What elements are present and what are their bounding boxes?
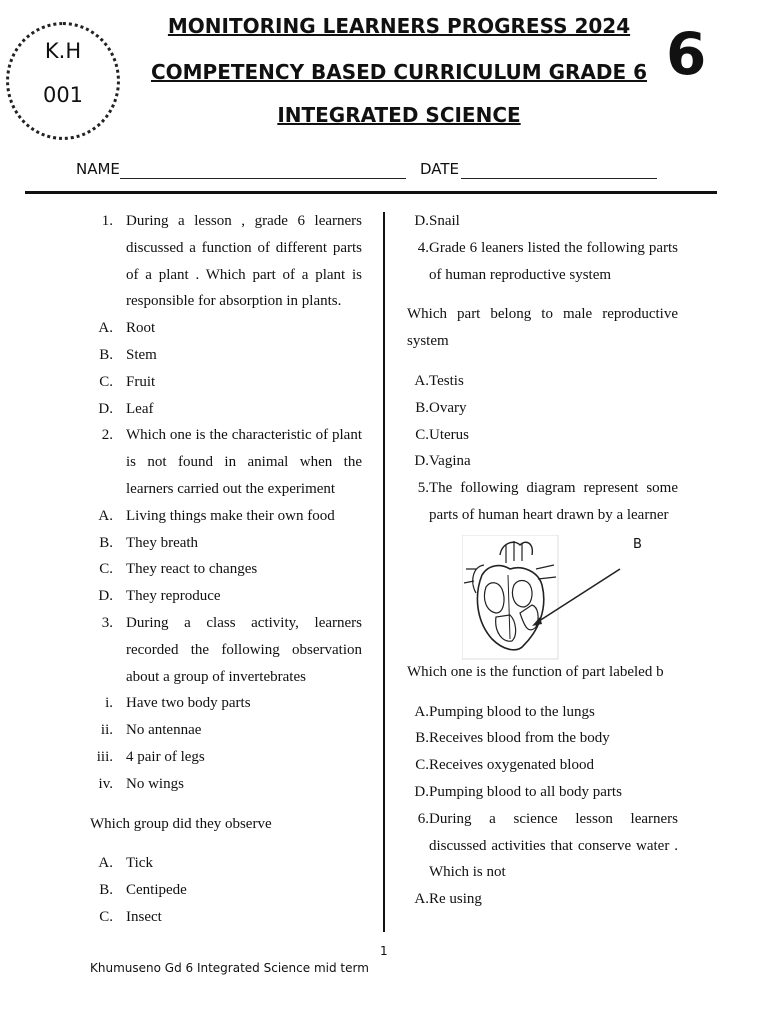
question-text: Grade 6 leaners listed the following parts of human reproductive system: [429, 239, 678, 283]
option: [70, 342, 362, 369]
option: [400, 699, 678, 726]
option: [70, 315, 362, 342]
option: [70, 556, 362, 583]
option-label: B.: [415, 399, 429, 416]
question-prompt: Which part belong to male reproductive system: [407, 306, 678, 350]
page-footer: Khumuseno Gd 6 Integrated Science mid term: [90, 961, 369, 975]
observation-text: No wings: [126, 775, 184, 792]
option-label: B.: [99, 346, 113, 363]
question-number: 3.: [101, 614, 113, 631]
right-column: [400, 208, 678, 913]
option-label: D.: [414, 213, 429, 229]
question-number: 6.: [417, 810, 429, 827]
question-number: 1.: [101, 213, 113, 229]
option: [400, 368, 678, 395]
option-text: Uterus: [429, 426, 469, 443]
column-divider: [383, 212, 385, 932]
option-label: C.: [99, 561, 113, 578]
question-2: [70, 422, 362, 502]
left-column: [70, 208, 362, 931]
observation-label: ii.: [100, 722, 113, 739]
exam-title: MONITORING LEARNERS PROGRESS 2024: [167, 14, 631, 38]
name-blank-line: [120, 178, 406, 179]
observation-label: i.: [105, 695, 113, 712]
question-number: 4.: [417, 239, 429, 256]
option-label: A.: [414, 891, 429, 908]
name-label: NAME: [76, 160, 120, 178]
question-text: The following diagram represent some parts of human heart drawn by a learner: [429, 480, 678, 523]
question-5: [400, 475, 678, 529]
observation-text: Have two body parts: [126, 695, 251, 712]
page-number: 1: [380, 944, 388, 958]
option-text: Receives oxygenated blood: [429, 757, 594, 774]
option-label: A.: [98, 855, 113, 872]
subject-title: INTEGRATED SCIENCE: [277, 103, 521, 127]
observation-item: [70, 690, 362, 717]
curriculum-title: COMPETENCY BASED CURRICULUM GRADE 6: [150, 60, 648, 84]
diagram-label-b: B: [633, 536, 642, 552]
option: [400, 725, 678, 752]
option-label: D.: [414, 453, 429, 470]
observation-item: [70, 717, 362, 744]
observation-item: [70, 744, 362, 771]
option-text: Fruit: [126, 373, 156, 390]
stamp-code-line2: 001: [42, 83, 84, 107]
option-text: Insect: [126, 908, 162, 925]
option-text: Testis: [429, 372, 464, 389]
option-text: Tick: [126, 855, 153, 872]
option: [70, 850, 362, 877]
observation-text: No antennae: [126, 722, 202, 739]
option-text: They reproduce: [126, 588, 221, 605]
option-text: Vagina: [429, 453, 471, 470]
grade-number: 6: [666, 20, 707, 88]
option: [70, 396, 362, 423]
option-label: B.: [99, 534, 113, 551]
option-text: Re using: [429, 891, 482, 908]
option: [400, 886, 678, 913]
option-text: Leaf: [126, 400, 154, 417]
option-text: They breath: [126, 534, 199, 551]
option: [70, 904, 362, 931]
option-label: C.: [99, 908, 113, 925]
question-text: During a science lesson learners discussed activities that conserve water . Which is not: [429, 810, 678, 881]
option-label: C.: [99, 373, 113, 390]
option: [400, 395, 678, 422]
option: [70, 877, 362, 904]
question-prompt: Which group did they observe: [90, 815, 272, 832]
observation-label: iii.: [96, 748, 113, 765]
option-text: Root: [126, 320, 156, 337]
option-label: D.: [98, 588, 113, 605]
observation-label: iv.: [98, 775, 113, 792]
option-label: A.: [414, 372, 429, 389]
option-text: Living things make their own food: [126, 507, 335, 524]
question-text: During a class activity, learners recorded the following observation about a group of invertebrates: [126, 614, 362, 685]
option: [70, 369, 362, 396]
option: [400, 752, 678, 779]
option-text: Stem: [126, 346, 157, 363]
question-1: [70, 208, 362, 315]
option-label: A.: [98, 507, 113, 524]
option-label: D.: [414, 783, 429, 800]
observation-text: 4 pair of legs: [126, 748, 205, 765]
date-blank-line: [461, 178, 657, 179]
question-prompt: Which one is the function of part labeled b: [407, 663, 664, 680]
option-label: B.: [99, 882, 113, 899]
question-3: [70, 610, 362, 690]
question-text: During a lesson , grade 6 learners discussed a function of different parts of a plant . Which part of a plant is responsible for absorption in plants.: [126, 213, 362, 310]
option-label: A.: [98, 320, 113, 337]
option-text: Pumping blood to all body parts: [429, 783, 622, 800]
date-label: DATE: [420, 160, 460, 178]
option-text: Ovary: [429, 399, 467, 416]
option-label: A.: [414, 703, 429, 720]
option-text: Pumping blood to the lungs: [429, 703, 595, 720]
option: [400, 448, 678, 475]
question-6: [400, 806, 678, 886]
option-label: B.: [415, 730, 429, 747]
option-label: D.: [98, 400, 113, 417]
question-number: 2.: [101, 427, 113, 444]
option-label: C.: [415, 426, 429, 443]
option: [70, 530, 362, 557]
option-text: Centipede: [126, 882, 187, 899]
stamp-code-line1: K.H: [44, 39, 82, 63]
option-label: C.: [415, 757, 429, 774]
question-4: [400, 235, 678, 289]
question-text: Which one is the characteristic of plant is not found in animal when the learners carried out the experiment: [126, 427, 362, 497]
heart-diagram: [400, 529, 678, 659]
observation-item: [70, 771, 362, 798]
option: [70, 583, 362, 610]
option: [70, 503, 362, 530]
header-rule: [25, 191, 717, 194]
option-text: They react to changes: [126, 561, 258, 578]
option-text: Snail: [429, 213, 460, 229]
question-number: 5.: [417, 480, 429, 497]
option-text: Receives blood from the body: [429, 730, 610, 747]
option: [400, 208, 678, 235]
option: [400, 779, 678, 806]
heart-icon: [462, 535, 662, 660]
option: [400, 422, 678, 449]
